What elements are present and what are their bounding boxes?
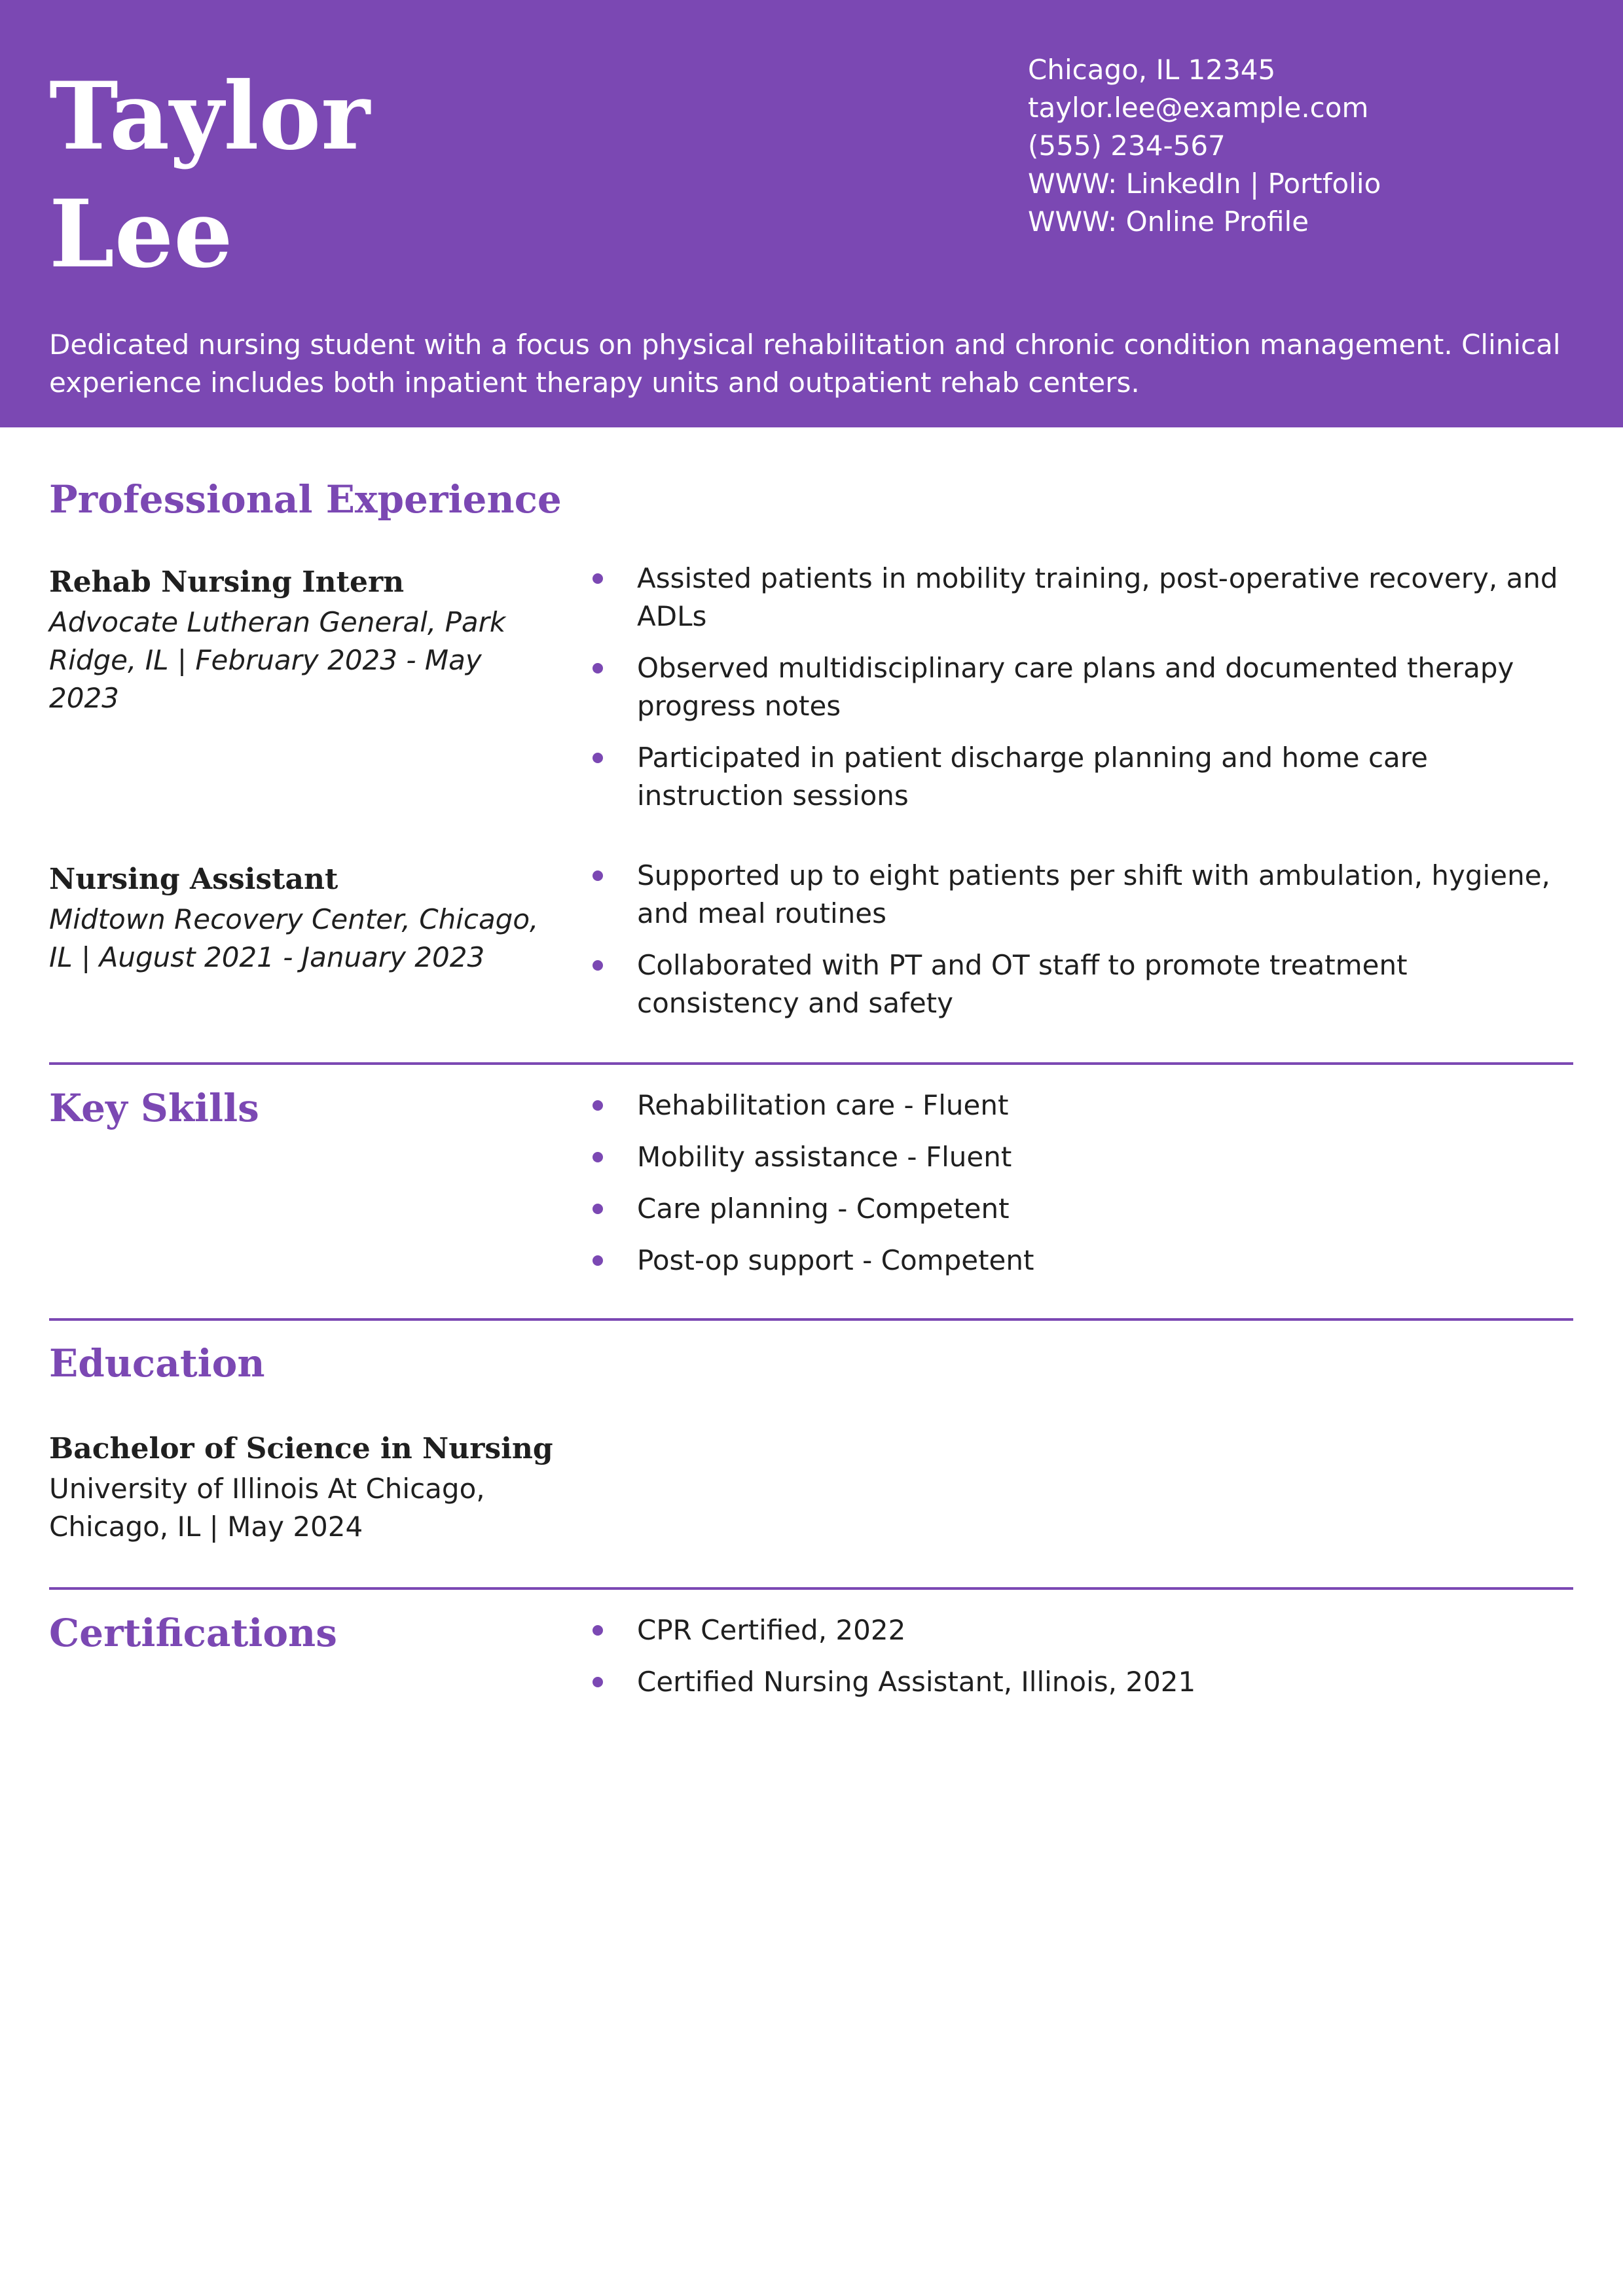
bullet-dot-icon	[593, 1255, 603, 1266]
bullet-text: Collaborated with PT and OT staff to promote treatment consistency and safety	[637, 949, 1408, 1019]
school-location-date: University of Illinois At Chicago, Chicago, IL | May 2024	[49, 1473, 485, 1543]
bullet-text: Observed multidisciplinary care plans and documented therapy progress notes	[637, 652, 1514, 722]
bullet-dot-icon	[593, 573, 603, 584]
candidate-name	[49, 58, 638, 293]
contact-online-profile[interactable]: WWW: Online Profile	[1028, 206, 1309, 238]
section-divider	[49, 1062, 1573, 1065]
bullet-dot-icon	[593, 1152, 603, 1162]
contact-address: Chicago, IL 12345	[1028, 54, 1276, 86]
bullet-dot-icon	[593, 663, 603, 673]
experience-section-title: Professional Experience	[49, 477, 562, 522]
list-item	[593, 1242, 1575, 1280]
list-item	[593, 560, 1575, 636]
list-item	[593, 1663, 1575, 1701]
skill-text: Rehabilitation care - Fluent	[637, 1089, 1009, 1121]
bullet-dot-icon	[593, 960, 603, 971]
bullet-dot-icon	[593, 1204, 603, 1214]
job-employer-dates: Midtown Recovery Center, Chicago, IL | August 2021 - January 2023	[49, 903, 539, 973]
skill-text: Post-op support - Competent	[637, 1244, 1034, 1276]
bullet-dot-icon	[593, 1677, 603, 1687]
contact-phone: (555) 234-567	[1028, 130, 1226, 162]
bullet-dot-icon	[593, 1100, 603, 1111]
job-employer-dates: Advocate Lutheran General, Park Ridge, IL | February 2023 - May 2023	[49, 606, 506, 714]
job-title: Nursing Assistant	[49, 863, 338, 896]
skill-text: Mobility assistance - Fluent	[637, 1141, 1012, 1173]
skills-list	[593, 1086, 1575, 1293]
list-item	[593, 739, 1575, 815]
name-last: Lee	[49, 180, 233, 289]
list-item	[593, 1611, 1575, 1649]
section-divider	[49, 1587, 1573, 1590]
bullet-text: Supported up to eight patients per shift with ambulation, hygiene, and meal routines	[637, 859, 1550, 929]
job-1-info	[49, 562, 553, 717]
list-item	[593, 1086, 1575, 1124]
education-section-title: Education	[49, 1341, 265, 1386]
contact-email[interactable]: taylor.lee@example.com	[1028, 92, 1369, 124]
certification-text: Certified Nursing Assistant, Illinois, 2021	[637, 1666, 1196, 1698]
bullet-dot-icon	[593, 753, 603, 763]
job-2-info	[49, 859, 553, 977]
profile-summary: Dedicated nursing student with a focus on physical rehabilitation and chronic condition management. Clinical experience includes both inpatient therapy units and outpatient rehab centers.	[49, 329, 1561, 399]
name-first: Taylor	[49, 62, 371, 171]
job-1-bullets	[593, 560, 1575, 829]
list-item	[593, 649, 1575, 725]
job-2-bullets	[593, 857, 1575, 1036]
section-divider	[49, 1318, 1573, 1321]
certification-text: CPR Certified, 2022	[637, 1614, 906, 1646]
bullet-text: Assisted patients in mobility training, post-operative recovery, and ADLs	[637, 562, 1558, 632]
bullet-text: Participated in patient discharge planning and home care instruction sessions	[637, 742, 1428, 812]
education-info	[49, 1428, 553, 1546]
resume-header	[0, 0, 1623, 427]
contact-web-links[interactable]: WWW: LinkedIn | Portfolio	[1028, 168, 1381, 200]
bullet-dot-icon	[593, 1625, 603, 1636]
contact-info	[1028, 51, 1584, 241]
bullet-dot-icon	[593, 870, 603, 881]
list-item	[593, 1138, 1575, 1176]
list-item	[593, 946, 1575, 1022]
certifications-section-title: Certifications	[49, 1611, 337, 1655]
degree-title: Bachelor of Science in Nursing	[49, 1432, 553, 1465]
skill-text: Care planning - Competent	[637, 1193, 1010, 1225]
skills-section-title: Key Skills	[49, 1086, 259, 1130]
list-item	[593, 1190, 1575, 1228]
list-item	[593, 857, 1575, 933]
job-title: Rehab Nursing Intern	[49, 565, 405, 599]
certifications-list	[593, 1611, 1575, 1715]
